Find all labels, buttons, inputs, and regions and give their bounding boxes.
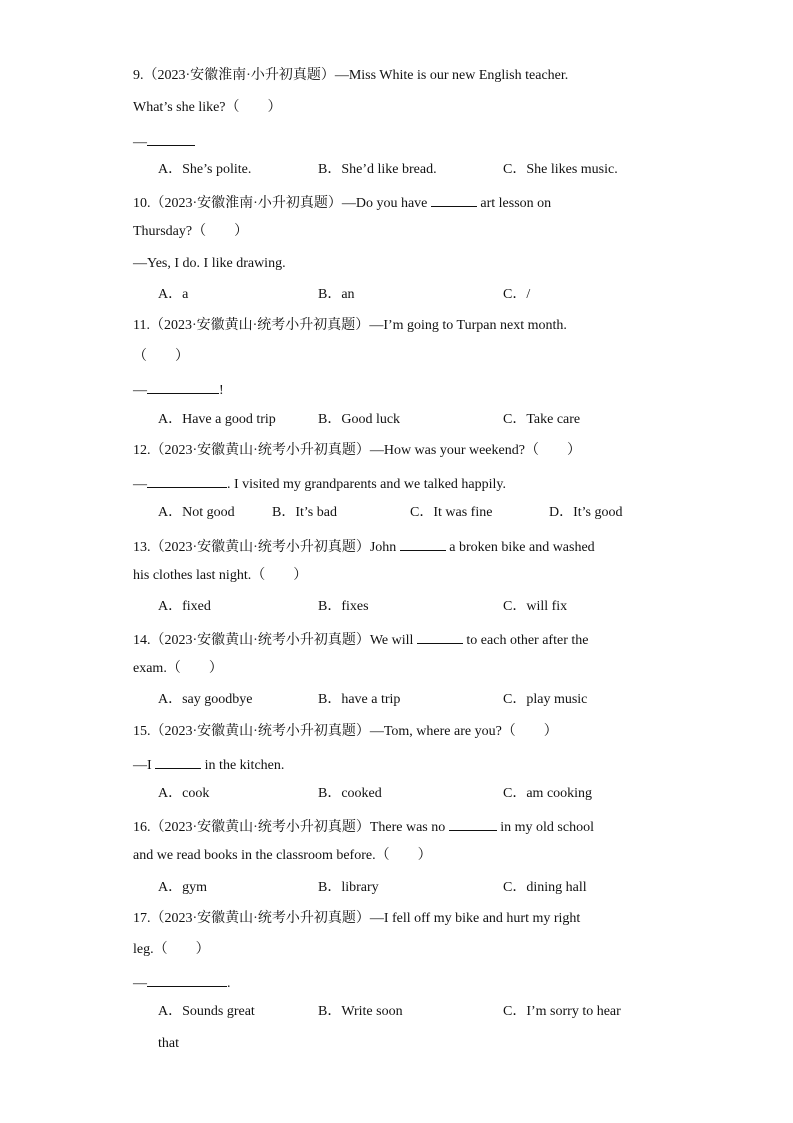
- option-c[interactable]: C．It was fine: [410, 505, 493, 520]
- option-a[interactable]: A．Sounds great: [158, 1004, 255, 1019]
- option-b[interactable]: B．Good luck: [318, 412, 401, 427]
- answer-blank[interactable]: [147, 972, 227, 987]
- option-a[interactable]: A．Have a good trip: [158, 412, 276, 427]
- option-c[interactable]: C．I’m sorry to hear: [503, 1004, 621, 1019]
- question-10-line-2: Thursday?（ ）: [133, 224, 249, 239]
- question-source: （2023·安徽淮南·小升初真题）: [143, 68, 335, 83]
- option-b[interactable]: B．She’d like bread.: [318, 162, 437, 177]
- question-9-line-3: —: [133, 131, 195, 152]
- question-9-line-1: [133, 67, 568, 85]
- question-11-line-3: — !: [133, 379, 224, 400]
- question-17-line-2: leg.（ ）: [133, 942, 210, 957]
- option-a[interactable]: A．fixed: [158, 599, 211, 614]
- question-16-line-1: 16.（2023·安徽黄山·统考小升初真题）There was no in my old school: [133, 816, 594, 837]
- question-text: What’s she like?（ ）: [133, 100, 282, 115]
- question-17-line-1: 17.（2023·安徽黄山·统考小升初真题）—I fell off my bike and hurt my right: [133, 911, 581, 926]
- question-16-line-2: and we read books in the classroom before.（ ）: [133, 848, 432, 863]
- question-13-line-2: his clothes last night.（ ）: [133, 568, 308, 583]
- answer-blank[interactable]: [449, 816, 497, 831]
- answer-blank[interactable]: [400, 536, 446, 551]
- question-11-line-1: 11.（2023·安徽黄山·统考小升初真题）—I’m going to Turpan next month.: [133, 318, 567, 333]
- answer-blank[interactable]: [431, 192, 477, 207]
- option-b[interactable]: B．library: [318, 880, 379, 895]
- option-b[interactable]: B．an: [318, 287, 355, 302]
- option-c[interactable]: C．Take care: [503, 412, 581, 427]
- option-a[interactable]: A．gym: [158, 880, 207, 895]
- option-c[interactable]: C．will fix: [503, 599, 568, 614]
- option-a[interactable]: A．say goodbye: [158, 692, 253, 707]
- option-d[interactable]: D．It’s good: [549, 505, 623, 520]
- option-a[interactable]: A．She’s polite.: [158, 162, 252, 177]
- option-c-continued: that: [158, 1036, 179, 1051]
- question-12-line-2: — . I visited my grandparents and we talked happily.: [133, 473, 506, 494]
- question-15-line-2: —I in the kitchen.: [133, 754, 284, 775]
- question-13-line-1: 13.（2023·安徽黄山·统考小升初真题）John a broken bike and washed: [133, 536, 595, 557]
- option-a[interactable]: A．a: [158, 287, 189, 302]
- question-15-line-1: 15.（2023·安徽黄山·统考小升初真题）—Tom, where are you?（ ）: [133, 724, 558, 739]
- option-c[interactable]: C．/: [503, 287, 531, 302]
- option-b[interactable]: B．fixes: [318, 599, 369, 614]
- option-a[interactable]: A．Not good: [158, 505, 235, 520]
- option-b[interactable]: B．have a trip: [318, 692, 401, 707]
- answer-blank[interactable]: [147, 473, 227, 488]
- option-c[interactable]: C．She likes music.: [503, 162, 618, 177]
- answer-blank[interactable]: [147, 379, 219, 394]
- question-number: 9.: [133, 68, 144, 83]
- option-a[interactable]: A．cook: [158, 786, 210, 801]
- question-text: —Miss White is our new English teacher.: [334, 68, 569, 83]
- question-14-line-1: 14.（2023·安徽黄山·统考小升初真题）We will to each other after the: [133, 629, 588, 650]
- answer-blank[interactable]: [417, 629, 463, 644]
- question-17-line-3: — .: [133, 972, 231, 993]
- option-c[interactable]: C．play music: [503, 692, 588, 707]
- question-14-line-2: exam.（ ）: [133, 661, 223, 676]
- question-12-line-1: 12.（2023·安徽黄山·统考小升初真题）—How was your weekend?（ ）: [133, 443, 581, 458]
- option-c[interactable]: C．dining hall: [503, 880, 587, 895]
- option-b[interactable]: B．Write soon: [318, 1004, 403, 1019]
- option-b[interactable]: B．cooked: [318, 786, 382, 801]
- option-c[interactable]: C．am cooking: [503, 786, 593, 801]
- option-b[interactable]: B．It’s bad: [272, 505, 337, 520]
- question-10-line-1: 10.（2023·安徽淮南·小升初真题）—Do you have art lesson on: [133, 192, 551, 213]
- answer-blank[interactable]: [155, 754, 201, 769]
- question-9-line-2: [133, 99, 282, 117]
- question-10-line-3: —Yes, I do. I like drawing.: [133, 256, 286, 271]
- question-11-line-2: （ ）: [133, 349, 189, 364]
- answer-blank[interactable]: [147, 131, 195, 146]
